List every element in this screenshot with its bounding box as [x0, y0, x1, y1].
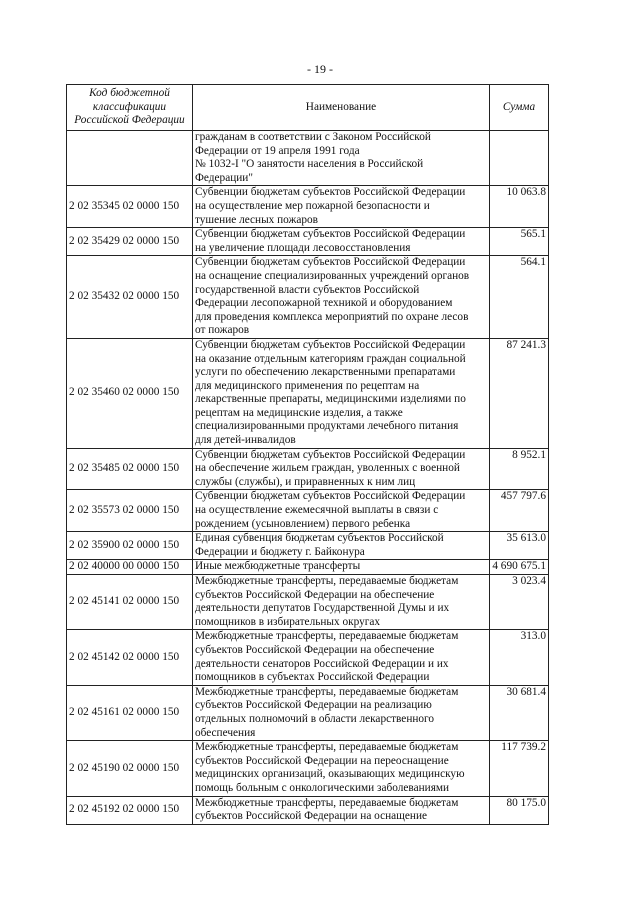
budget-code: 2 02 45192 02 0000 150 [67, 796, 193, 824]
budget-code: 2 02 40000 00 0000 150 [67, 560, 193, 575]
item-name-text: Межбюджетные трансферты, передаваемые бюджетам субъектов Российской Федерации на обеспечение деятельности депутатов Государственной Думы и их помощников в избирательных округах [195, 575, 459, 628]
item-sum: 30 681.4 [490, 685, 549, 740]
table-row [67, 560, 549, 575]
table-header-row [67, 85, 549, 131]
budget-code: 2 02 45141 02 0000 150 [67, 575, 193, 630]
item-name-text: Межбюджетные трансферты, передаваемые бюджетам субъектов Российской Федерации на оснащение [195, 796, 459, 823]
table-row [67, 796, 549, 824]
item-name [193, 685, 490, 740]
table-row [67, 630, 549, 685]
table-row [67, 256, 549, 339]
budget-code: 2 02 35573 02 0000 150 [67, 490, 193, 532]
item-name [193, 560, 490, 575]
item-name [193, 338, 490, 448]
table-row [67, 741, 549, 796]
table-row [67, 448, 549, 490]
item-name-text: Иные межбюджетные трансферты [195, 560, 361, 573]
page-number: - 19 - [307, 62, 333, 76]
item-name [193, 256, 490, 339]
item-sum: 117 739.2 [490, 741, 549, 796]
budget-code: 2 02 35432 02 0000 150 [67, 256, 193, 339]
item-name-text: Субвенции бюджетам субъектов Российской Федерации на осуществление ежемесячной выплаты в связи с рождением (усыновлением) первого ребенка [195, 490, 466, 530]
budget-code: 2 02 35485 02 0000 150 [67, 448, 193, 490]
table-row [67, 575, 549, 630]
item-sum: 457 797.6 [490, 490, 549, 532]
table-row [67, 228, 549, 256]
budget-code: 2 02 35460 02 0000 150 [67, 338, 193, 448]
item-sum: 4 690 675.1 [490, 560, 549, 575]
item-name-text: Субвенции бюджетам субъектов Российской Федерации на обеспечение жильем граждан, уволенных с военной службы (службы), и приравненных к ним лиц [195, 448, 466, 488]
item-name-text: Субвенции бюджетам субъектов Российской Федерации на увеличение площади лесовосстановления [195, 228, 466, 254]
item-sum: 3 023.4 [490, 575, 549, 630]
item-name [193, 228, 490, 256]
table-row [67, 490, 549, 532]
item-sum: 313.0 [490, 630, 549, 685]
item-name [193, 186, 490, 228]
table-row [67, 685, 549, 740]
item-name-text: гражданам в соответствии с Законом Российской Федерации от 19 апреля 1991 года № 1032-I "О занятости населения в Российской Федерации" [195, 131, 431, 184]
item-name [193, 131, 490, 186]
item-name [193, 448, 490, 490]
item-name-text: Субвенции бюджетам субъектов Российской Федерации на оснащение специализированных учреждений органов государственной власти субъектов Российской Федерации лесопожарной техникой и оборудованием для проведения комплекса мероприятий по охране лесов от пожаров [195, 256, 470, 337]
budget-code: 2 02 45142 02 0000 150 [67, 630, 193, 685]
item-sum [490, 131, 549, 186]
table-row [67, 186, 549, 228]
budget-code [67, 131, 193, 186]
budget-table [66, 84, 549, 825]
item-name [193, 532, 490, 560]
item-name-text: Единая субвенция бюджетам субъектов Российской Федерации и бюджету г. Байконура [195, 532, 444, 558]
item-name [193, 575, 490, 630]
item-sum: 564.1 [490, 256, 549, 339]
item-sum: 87 241.3 [490, 338, 549, 448]
budget-code: 2 02 45190 02 0000 150 [67, 741, 193, 796]
item-name-text: Межбюджетные трансферты, передаваемые бюджетам субъектов Российской Федерации на обеспечение деятельности сенаторов Российской Федерации и их помощников в субъектах Российской Федерации [195, 630, 459, 684]
header-name: Наименование [193, 85, 490, 131]
item-name-text: Субвенции бюджетам субъектов Российской Федерации на осуществление мер пожарной безопасности и тушение лесных пожаров [195, 186, 466, 226]
item-name [193, 630, 490, 685]
budget-code: 2 02 45161 02 0000 150 [67, 685, 193, 740]
item-sum: 80 175.0 [490, 796, 549, 824]
table-row [67, 131, 549, 186]
item-name-text: Межбюджетные трансферты, передаваемые бюджетам субъектов Российской Федерации на переоснащение медицинских организаций, оказывающих медицинскую помощь больным с онкологическими заболеваниями [195, 741, 465, 794]
item-name-text: Межбюджетные трансферты, передаваемые бюджетам субъектов Российской Федерации на реализацию отдельных полномочий в области лекарственного обеспечения [195, 685, 459, 739]
header-code: Код бюджетной классификации Российской Федерации [67, 85, 193, 131]
table-row [67, 338, 549, 448]
item-sum: 8 952.1 [490, 448, 549, 490]
item-name-text: Субвенции бюджетам субъектов Российской Федерации на оказание отдельным категориям граждан социальной услуги по обеспечению лекарственными препаратами для медицинского применения по рецептам на лекарственные препараты, медицинскими изделиями по рецептам на медицинские изделия, а также специализированными продуктами лечебного питания для детей-инвалидов [195, 338, 466, 447]
table-body [67, 131, 549, 825]
item-name [193, 490, 490, 532]
item-sum: 35 613.0 [490, 532, 549, 560]
header-sum: Сумма [490, 85, 549, 131]
table-row [67, 532, 549, 560]
item-sum: 10 063.8 [490, 186, 549, 228]
budget-code: 2 02 35345 02 0000 150 [67, 186, 193, 228]
budget-code: 2 02 35900 02 0000 150 [67, 532, 193, 560]
budget-code: 2 02 35429 02 0000 150 [67, 228, 193, 256]
item-name [193, 796, 490, 824]
item-name [193, 741, 490, 796]
item-sum: 565.1 [490, 228, 549, 256]
